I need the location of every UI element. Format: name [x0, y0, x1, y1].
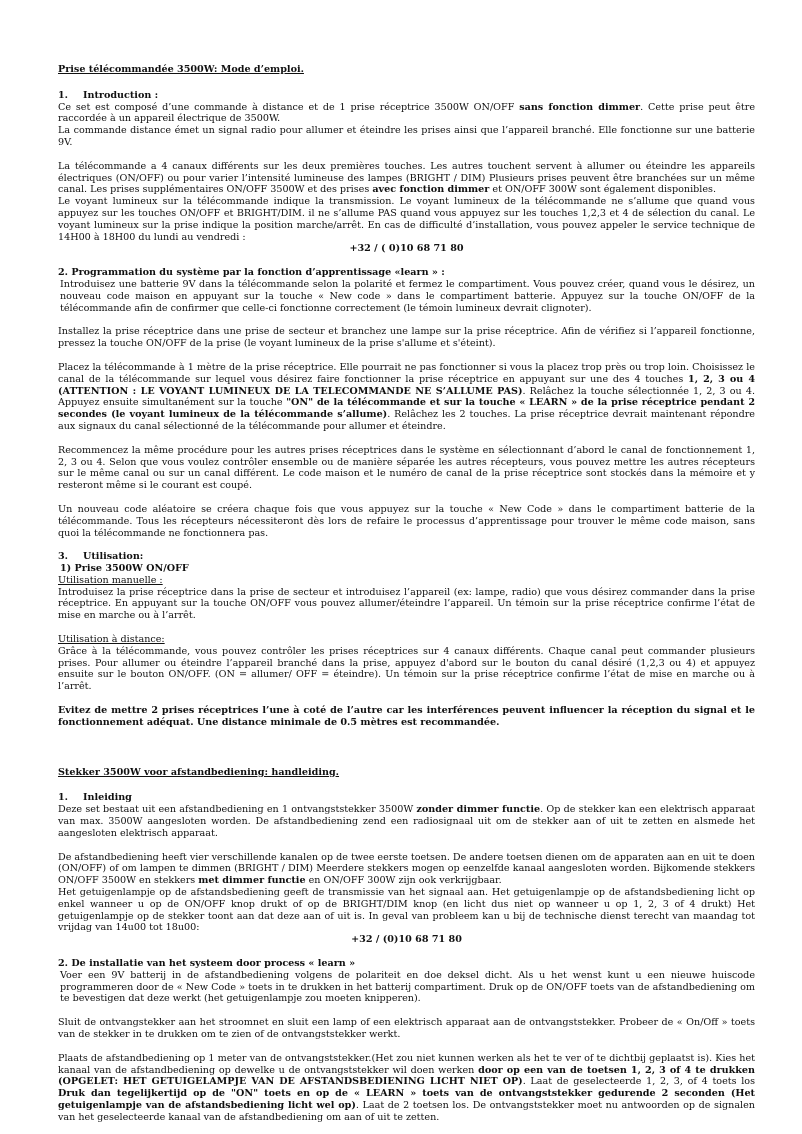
nl-intro-number: 1.	[58, 792, 69, 804]
nl-intro-p2-bold: met dimmer functie	[198, 875, 306, 887]
fr-intro-p1-text: Ce set est composé d’une commande à distance et de 1 prise réceptrice 3500W ON/OFF	[58, 101, 520, 113]
fr-intro-heading-text: Introduction :	[83, 89, 159, 101]
nl-intro-p2-text: De afstandbediening heeft vier verschillende kanalen op de twee eerste toetsen. De andere toetsen dienen om de apparaten aan en uit te doen (ON/OFF) of om lampen te dimmen (BRIGHT / DIM) Meerdere stekkers mogen op eenzelfde kanaal aangesloten worden. Bijkomende stekkers ON/OFF 3500W en stekkers	[58, 851, 755, 887]
fr-title: Prise télécommandée 3500W: Mode d’emploi.	[58, 64, 304, 75]
fr-intro-p3-text: La télécommande a 4 canaux différents sur les deux premières touches. Les autres touchent servent à allumer ou éteindre les appareils électriques (ON/OFF) ou pour varier l’intensité lumineuse des lampes (BRIGHT / DIM) Plusieurs prises peuvent être branchées sur un même canal. Les prises supplémentaires ON/OFF 3500W et des prises	[58, 160, 755, 196]
nl-intro-heading	[58, 792, 755, 804]
fr-remote-usage-label: Utilisation à distance:	[58, 634, 165, 646]
fr-intro-p1-bold: sans fonction dimmer	[519, 101, 641, 113]
nl-intro-paragraph-2	[58, 852, 755, 887]
nl-install-paragraph-1: Voer een 9V batterij in de afstandbediening volgens de polariteit en doe deksel dicht. Als u het wenst kunt u een nieuwe huiscode programmeren door de « New Code » toets in te drukken in het batterij compartiment. Druk op de ON/OFF toets van de afstandbediening om te bevestigen dat deze werkt (het getuigenlampje zou moeten knipperen).	[60, 969, 755, 1005]
fr-programming-heading: 2. Programmation du système par la fonction d’apprentissage «learn » :	[58, 267, 445, 279]
fr-intro-number: 1.	[58, 89, 69, 101]
nl-intro-heading-text: Inleiding	[83, 792, 132, 804]
nl-intro-paragraph-3: Het getuigenlampje op de afstandsbediening geeft de transmissie van het signaal aan. Het getuigenlampje op de afstandsbediening licht op enkel wanneer u op de ON/OFF knop drukt of op de BRIGHT/DIM knop (en licht dus niet op wanneer u op 1, 2, 3 of 4 drukt) Het getuigenlampje op de stekker toont aan dat deze aan of uit is. In geval van probleem kan u bij de technische dienst terecht van maandag tot vrijdag van 14u00 tot 18u00:	[58, 887, 755, 934]
nl-install-heading: 2. De installatie van het systeem door process « learn »	[58, 958, 356, 970]
fr-prog-p3-text-3: . Relâchez les 2 touches. La prise réceptrice devrait maintenant répondre aux signaux du canal sélectionné de la télécommande pour allumer et éteindre.	[58, 409, 755, 432]
fr-usage-heading	[58, 551, 755, 563]
fr-remote-usage-text: Grâce à la télécommande, vous pouvez contrôler les prises réceptrices sur 4 canaux différents. Chaque canal peut commander plusieurs prises. Pour allumer ou éteindre l’appareil branché dans la prise, appuyez d'abord sur le bouton du canal désiré (1,2,3 ou 4) et appuyez ensuite sur le bouton ON/OFF. (ON = allumer/ OFF = éteindre). Un témoin sur la prise réceptrice confirme l’état de mise en marche ou à l’arrêt.	[58, 645, 755, 693]
nl-intro-p1-text-end: . Op de stekker kan een elektrisch apparaat van max. 3500W aangesloten worden. De afstandbediening zend een radiosignaal uit om de stekker aan of uit te zetten en alsmede het aangesloten elektrisch apparaat.	[58, 804, 756, 839]
fr-programming-paragraph-2: Installez la prise réceptrice dans une prise de secteur et branchez une lampe sur la prise réceptrice. Afin de vérifiez si l’appareil fonctionne, pressez la touche ON/OFF de la prise (le voyant lumineux de la prise s'allume et s'éteint).	[58, 326, 755, 350]
document-page	[58, 64, 755, 1124]
fr-intro-paragraph-1	[58, 102, 755, 126]
fr-programming-paragraph-3	[58, 362, 755, 433]
fr-intro-heading	[58, 90, 755, 102]
fr-prog-p3-bold-2: "ON" de la télécommande et sur la touche « LEARN » de la prise réceptrice pendant 2 secondes (le voyant lumineux de la télécommande s’allume)	[58, 397, 756, 421]
fr-programming-paragraph-1: Introduisez une batterie 9V dans la télécommande selon la polarité et fermez le compartiment. Vous pouvez créer, quand vous le désirez, un nouveau code maison en appuyant sur la touche « New code » dans le compartiment batterie. Appuyez sur la touche ON/OFF de la télécommande afin de confirmer que celle-ci fonctionne correctement (le témoin lumineux devrait clignoter).	[60, 278, 755, 314]
fr-manual-usage-label: Utilisation manuelle :	[58, 574, 163, 586]
fr-intro-paragraph-2: La commande distance émet un signal radio pour allumer et éteindre les prises ainsi que l’appareil branché. Elle fonctionne sur une batterie 9V.	[58, 125, 755, 148]
fr-intro-paragraph-4: Le voyant lumineux sur la télécommande indique la transmission. Le voyant lumineux de la télécommande ne s’allume que quand vous appuyez sur les touches ON/OFF et BRIGHT/DIM. il ne s’allume PAS quand vous appuyez sur les touches 1,2,3 et 4 de sélection du canal. Le voyant lumineux sur la prise indique la position marche/arrêt. En cas de difficulté d’installation, vous pouvez appeler le service technique de 14H00 à 18H00 du lundi au vendredi :	[58, 196, 755, 243]
nl-install-p3-text: Plaats de afstandbediening op 1 meter van de ontvangststekker.(Het zou niet kunnen werken als het te ver of te dichtbij geplaatst is). Kies het kanaal van de afstandbediening op dewelke u de ontvangststekker wil doen werken	[58, 1052, 755, 1076]
nl-phone-number: +32 / (0)10 68 71 80	[351, 934, 462, 946]
fr-prog-p3-text-2: . Relâchez la touche sélectionnée 1, 2, 3 ou 4. Appuyez ensuite simultanément sur la touche	[58, 385, 755, 409]
fr-usage-subheading: 1) Prise 3500W ON/OFF	[60, 563, 189, 575]
fr-programming-paragraph-4: Recommencez la même procédure pour les autres prises réceptrices dans le système en sélectionnant d’abord le canal de fonctionnement 1, 2, 3 ou 4. Selon que vous voulez contrôler ensemble ou de manière séparée les autres récepteurs, vous pouvez mettre les autres récepteurs sur le même canal ou sur un canal différent. Le code maison et le numéro de canal de la prise réceptrice sont stockés dans la mémoire et y resteront même si le courant est coupé.	[58, 444, 755, 492]
fr-usage-heading-text: Utilisation:	[83, 551, 144, 563]
nl-install-p3-text-2: . Laat de geselecteerde 1, 2, 3, of 4 toets los	[522, 1076, 755, 1088]
fr-manual-usage-text: Introduisez la prise réceptrice dans la prise de secteur et introduisez l’appareil (ex: lampe, radio) que vous désirez commander dans la prise réceptrice. En appuyant sur la touche ON/OFF vous pouvez allumer/éteindre l’appareil. Un témoin sur la prise réceptrice confirme l’état de mise en marche ou à l’arrêt.	[58, 586, 755, 622]
nl-intro-p2-text-end: en ON/OFF 300W zijn ook verkrijgbaar.	[305, 875, 502, 887]
nl-install-p3-text-3: . Laat de 2 toetsen los. De ontvangststekker moet nu antwoorden op de signalen van het geselecteerde kanaal van de afstandbediening om aan of uit te zetten.	[58, 1099, 755, 1123]
fr-intro-p1-text-end: . Cette prise peut être raccordée à un appareil électrique de 3500W.	[58, 101, 756, 125]
nl-install-p3-bold-1: door op een van de toetsen 1, 2, 3 of 4 te drukken (OPGELET: HET GETUIGELAMPJE VAN DE AFSTANDSBEDIENING LICHT NIET OP)	[58, 1064, 755, 1088]
nl-intro-p1-bold: zonder dimmer functie	[416, 804, 541, 816]
nl-title: Stekker 3500W voor afstandbediening: handleiding.	[58, 766, 340, 778]
fr-intro-paragraph-3	[58, 161, 755, 196]
nl-install-p3-bold-2: Druk dan tegelijkertijd op de "ON" toets en op de « LEARN » toets van de ontvangststekker gedurende 2 seconden (Het getuigenlampje van de afstandsbediening licht wel op)	[58, 1088, 755, 1111]
language-separator	[58, 729, 755, 767]
nl-install-paragraph-3	[58, 1053, 755, 1124]
fr-programming-paragraph-5: Un nouveau code aléatoire se créera chaque fois que vous appuyez sur la touche « New Code » dans le compartiment batterie de la télécommande. Tous les récepteurs nécessiteront dès lors de refaire le processus d’apprentissage pour trouver le même code maison, sans quoi la télécommande ne fonctionnera pas.	[58, 503, 755, 539]
fr-usage-number: 3.	[58, 551, 69, 563]
fr-phone-number: +32 / ( 0)10 68 71 80	[349, 243, 464, 255]
nl-install-paragraph-2: Sluit de ontvangstekker aan het stroomnet en sluit een lamp of een elektrisch apparaat aan de ontvangststekker. Probeer de « On/Off » toets van de stekker in te drukken om te zien of de ontvangststekker werkt.	[58, 1017, 755, 1040]
nl-intro-p1-text: Deze set bestaat uit een afstandbediening en 1 ontvangststekker 3500W	[58, 804, 417, 816]
fr-intro-p3-bold: avec fonction dimmer	[372, 184, 490, 196]
fr-intro-p3-text-end: et ON/OFF 300W sont également disponibles.	[489, 184, 717, 196]
nl-intro-paragraph-1	[58, 804, 755, 839]
fr-warning: Evitez de mettre 2 prises réceptrices l’une à coté de l’autre car les interférences peuvent influencer la réception du signal et le fonctionnement adéquat. Une distance minimale de 0.5 mètres est recommandée.	[58, 705, 755, 728]
fr-prog-p3-text: Placez la télécommande à 1 mètre de la prise réceptrice. Elle pourrait ne pas fonctionner si vous la placez trop près ou trop loin. Choisissez le canal de la télécommande sur lequel vous désirez faire fonctionner la prise réceptrice en appuyant sur une des 4 touches	[58, 361, 755, 385]
fr-prog-p3-bold-1: 1, 2, 3 ou 4 (ATTENTION : LE VOYANT LUMINEUX DE LA TELECOMMANDE NE S’ALLUME PAS)	[58, 373, 755, 397]
